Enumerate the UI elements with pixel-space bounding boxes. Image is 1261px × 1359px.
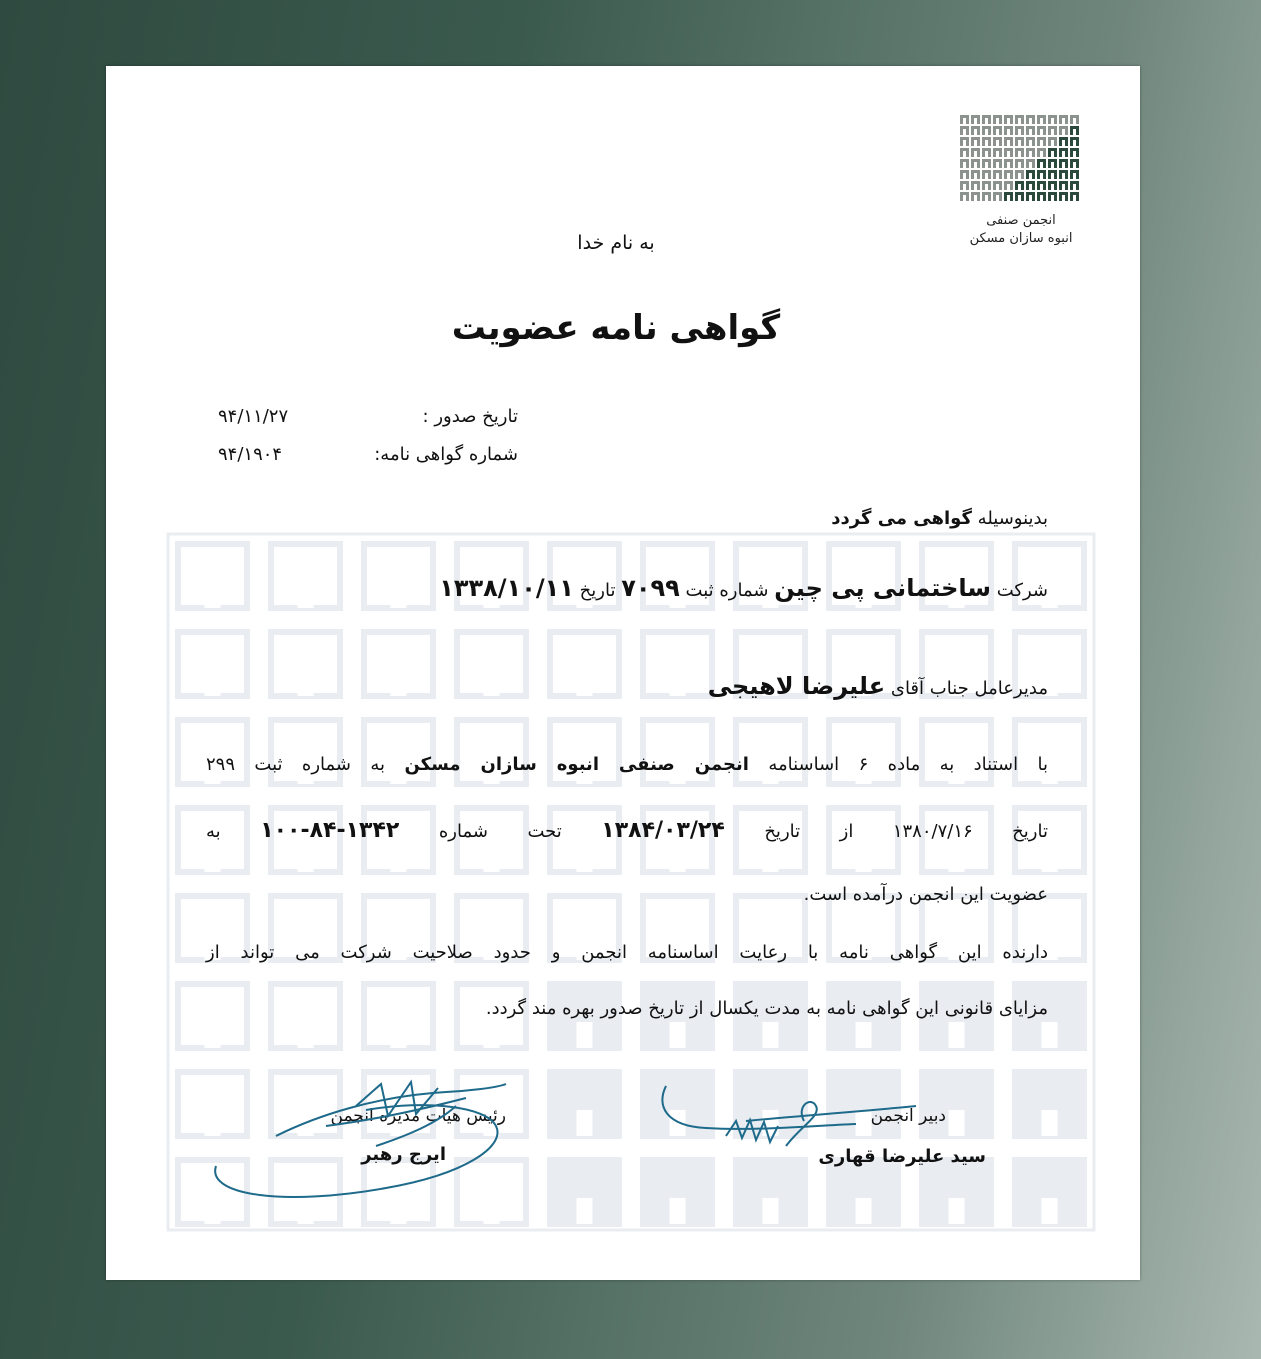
logo-grid-door [1062,162,1065,168]
logo-grid-door [974,162,977,168]
logo-grid-door [1029,129,1032,135]
secretary-title: دبیر انجمن [870,1106,946,1126]
watermark-door [391,670,407,696]
watermark-door [577,1198,593,1224]
logo-grid-door [1073,129,1076,135]
watermark-door [391,846,407,872]
page-title: گواهی نامه عضویت [451,308,781,348]
logo-grid-door [1007,118,1010,124]
reg-date-label: تاریخ [579,580,616,601]
watermark-door [205,582,221,608]
logo-grid-door [996,118,999,124]
logo-grid-door [1029,184,1032,190]
logo-grid-door [996,173,999,179]
watermark-door [670,1110,686,1136]
para1-line2-c: تحت شماره [438,821,562,842]
logo-grid-door [1051,118,1054,124]
watermark-door [949,846,965,872]
watermark-door [391,1198,407,1224]
secretary-name: سید علیرضا قهاری [818,1146,986,1167]
logo-grid-door [996,129,999,135]
issue-date-row [218,406,518,427]
watermark-door [856,1022,872,1048]
watermark-door [298,582,314,608]
watermark-door [1042,1198,1058,1224]
logo-grid-door [1018,151,1021,157]
chairman-name: ایرج رهبر [361,1144,446,1165]
logo-grid-door [1073,118,1076,124]
logo-grid-door [985,129,988,135]
logo-grid-door [1062,118,1065,124]
watermark-door [670,1198,686,1224]
logo-grid-door [1007,184,1010,190]
logo-grid-door [963,162,966,168]
watermark-door [205,1110,221,1136]
logo-grid-door [1018,129,1021,135]
logo-grid-door [1029,173,1032,179]
chairman-title: رئیس هیأت مدیره انجمن [330,1106,506,1126]
watermark-door [298,670,314,696]
logo-grid-door [974,173,977,179]
para1-line2-e: به [206,821,221,842]
para1-line1-b: انجمن صنفی انبوه سازان مسکن [404,754,749,775]
logo-grid-door [1062,129,1065,135]
logo-grid-door [1040,151,1043,157]
watermark-door [763,1022,779,1048]
logo-grid-door [1007,162,1010,168]
watermark-door [670,1022,686,1048]
watermark-door [949,1198,965,1224]
logo-grid-door [1018,162,1021,168]
logo-grid-door [985,184,988,190]
logo-grid-door [996,195,999,201]
logo-grid-door [1062,184,1065,190]
ceo-line [708,672,1048,700]
logo-grid-door [974,129,977,135]
watermark-door [763,1198,779,1224]
logo-grid-door [1040,140,1043,146]
certificate-number-value: ۹۴/۱۹۰۴ [218,444,283,465]
watermark-door [763,846,779,872]
reg-number: ۷۰۹۹ [621,574,680,602]
logo-grid-door [1073,184,1076,190]
watermark-door [484,846,500,872]
logo-grid-door [1018,173,1021,179]
logo-grid-door [1029,140,1032,146]
certificate-number-row [218,444,518,465]
paragraph1-line1 [206,754,1048,775]
watermark-door [391,582,407,608]
logo-grid-door [1040,173,1043,179]
logo-grid-door [963,118,966,124]
watermark-door [484,670,500,696]
logo-grid-door [985,195,988,201]
association-logo [946,114,1096,248]
reg-date: ۱۳۳۸/۱۰/۱۱ [439,574,574,602]
logo-grid-door [1007,173,1010,179]
logo-grid-door [974,195,977,201]
logo-grid-door [1007,151,1010,157]
logo-grid-door [985,151,988,157]
watermark-door [1042,846,1058,872]
watermark-door [205,1198,221,1224]
logo-grid-door [974,184,977,190]
issue-date-value: ۹۴/۱۱/۲۷ [218,406,289,427]
logo-grid-door [1051,195,1054,201]
logo-grid-door [1018,195,1021,201]
para1-line1-a: با استناد به ماده ۶ اساسنامه [768,754,1048,775]
watermark-door [298,1198,314,1224]
ceo-name: علیرضا لاهیجی [707,672,886,700]
logo-grid-door [963,173,966,179]
watermark-door [298,1022,314,1048]
logo-grid-door [1062,195,1065,201]
logo-grid-door [996,184,999,190]
secretary-signature-block [746,1106,986,1167]
watermark-door [1042,1110,1058,1136]
logo-grid-door [1040,118,1043,124]
company-prefix: شرکت [996,580,1048,601]
chairman-signature-block [256,1106,506,1165]
watermark-door [577,846,593,872]
logo-grid-door [1040,129,1043,135]
watermark-door [205,670,221,696]
logo-grid-door [1062,151,1065,157]
watermark-door [949,1022,965,1048]
paragraph1-line2 [206,818,1048,843]
logo-grid-door [1051,173,1054,179]
logo-grid-door [1051,140,1054,146]
certificate-page [106,66,1140,1280]
watermark-door [484,1022,500,1048]
logo-grid-door [1029,195,1032,201]
logo-grid-door [996,162,999,168]
logo-grid-door [963,184,966,190]
logo-grid-door [1073,173,1076,179]
logo-grid-door [996,140,999,146]
watermark-door [205,1022,221,1048]
logo-grid-door [1040,184,1043,190]
issue-date-label: تاریخ صدور : [422,406,518,427]
intro-normal: بدینوسیله [977,508,1048,529]
logo-grid-door [1062,173,1065,179]
logo-name: انجمن صنفی [986,213,1056,228]
basmala: به نام خدا [577,232,655,254]
logo-grid-door [1018,140,1021,146]
watermark-door [577,670,593,696]
logo-grid-door [1007,140,1010,146]
logo-grid-door [963,151,966,157]
logo-grid-door [963,129,966,135]
ceo-prefix: مدیرعامل جناب آقای [890,678,1048,699]
watermark-door [484,1198,500,1224]
intro-bold: گواهی می گردد [831,508,972,529]
watermark-door [856,846,872,872]
logo-grid-door [985,162,988,168]
paragraph2-line2: مزایای قانونی این گواهی نامه به مدت یکسال از تاریخ صدور بهره مند گردد. [485,998,1048,1019]
watermark-door [670,670,686,696]
para1-line2-a: تاریخ ۱۳۸۰/۷/۱۶ از تاریخ [764,821,1048,842]
watermark-door [205,846,221,872]
paragraph2-line1: دارنده این گواهی نامه با رعایت اساسنامه انجمن و حدود صلاحیت شرکت می تواند از [206,942,1048,963]
reg-label: شماره ثبت [685,580,769,601]
logo-grid-door [1018,184,1021,190]
logo-grid-door [1073,151,1076,157]
logo-grid-door [1018,118,1021,124]
para1-line2-d: ۱۳۴۲-۸۴-۱۰۰ [260,818,400,843]
logo-grid-door [1007,195,1010,201]
watermark-door [1042,1022,1058,1048]
logo-grid-door [963,140,966,146]
watermark-door [856,1198,872,1224]
logo-subtitle: انبوه سازان مسکن [969,231,1073,246]
logo-grid-door [963,195,966,201]
logo-grid-door [1073,162,1076,168]
logo-grid-door [1051,184,1054,190]
paragraph1-line3: عضویت این انجمن درآمده است. [803,884,1048,905]
certificate-number-label: شماره گواهی نامه: [374,444,518,465]
logo-grid-door [1029,118,1032,124]
watermark-door [298,846,314,872]
watermark-door [670,846,686,872]
logo-grid-door [1073,195,1076,201]
logo-grid-door [974,151,977,157]
watermark-door [577,1022,593,1048]
logo-grid-door [1007,129,1010,135]
logo-grid-door [1073,140,1076,146]
logo-grid-door [974,118,977,124]
intro-line [831,508,1048,529]
watermark-door [577,1110,593,1136]
company-name: ساختمانی پی چین [774,574,991,602]
logo-grid-door [1051,151,1054,157]
watermark-door [391,1022,407,1048]
logo-grid-door [974,140,977,146]
building-grid-icon [959,114,1083,210]
company-line [439,574,1048,602]
logo-grid-door [1062,140,1065,146]
logo-grid-door [996,151,999,157]
logo-grid-door [1029,151,1032,157]
logo-grid-door [1040,162,1043,168]
para1-line1-c: به شماره ثبت ۲۹۹ [206,754,386,775]
logo-grid-door [1051,162,1054,168]
logo-grid-door [985,173,988,179]
logo-grid-door [1051,129,1054,135]
logo-grid-door [985,140,988,146]
para1-line2-b: ۱۳۸۴/۰۳/۲۴ [601,818,725,843]
logo-grid-door [1029,162,1032,168]
logo-grid-door [985,118,988,124]
logo-grid-door [1040,195,1043,201]
